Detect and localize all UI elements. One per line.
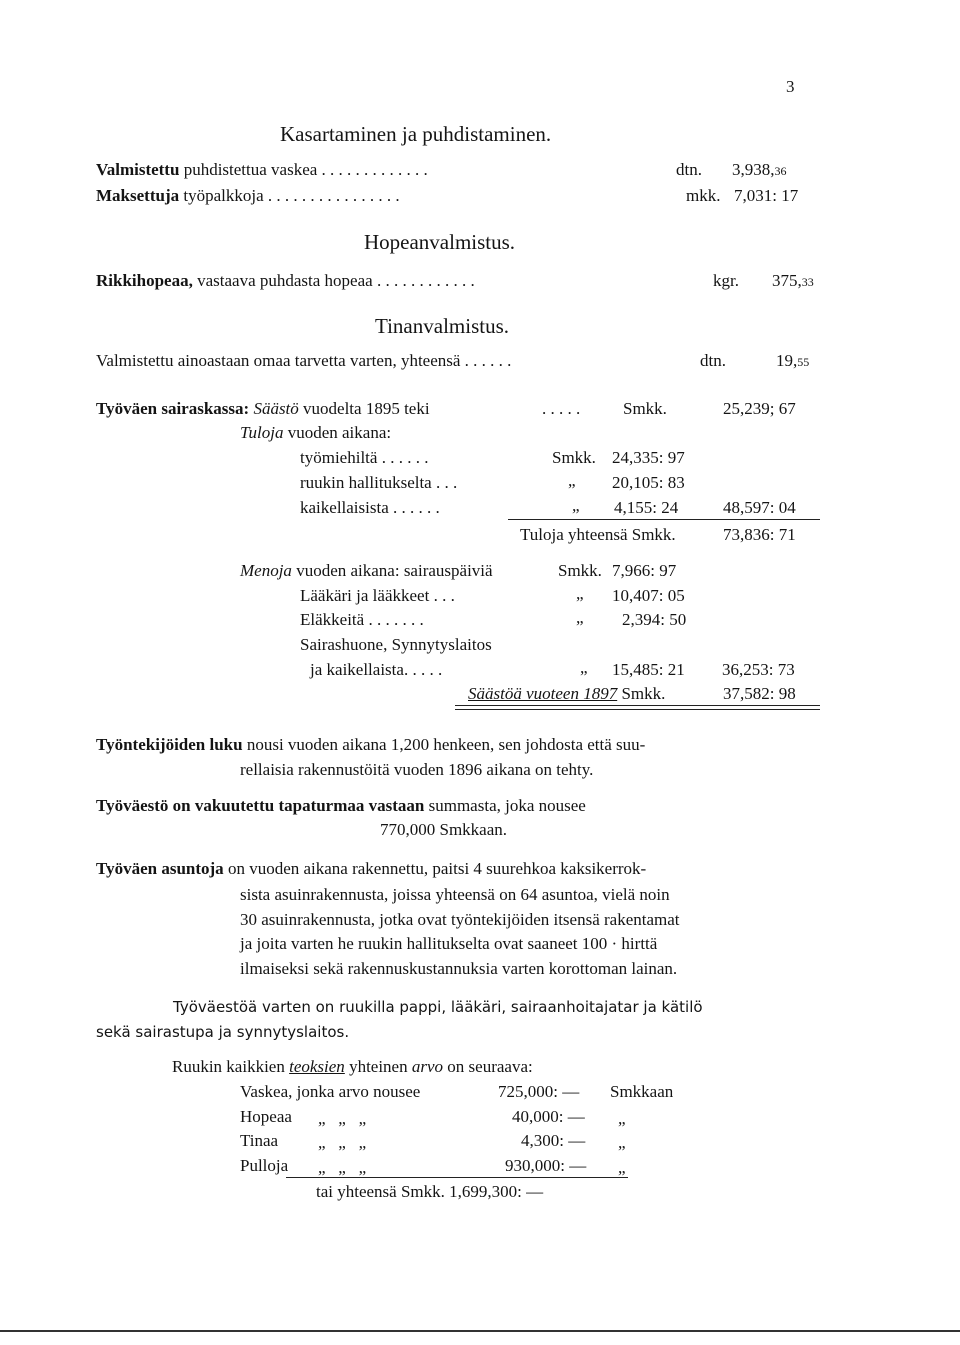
paragraph-line: rellaisia rakennustöitä vuoden 1896 aikana on tehty.: [240, 760, 594, 779]
row-label: työpalkkoja: [183, 186, 264, 205]
income-unit: „: [568, 471, 576, 490]
row-valmistettu-vaskea: [96, 161, 428, 178]
value-row-ditto: „ „ „: [318, 1158, 367, 1177]
row-unit: dtn.: [676, 160, 702, 179]
expense-unit: „: [576, 584, 584, 603]
income-value: 4,155: 24: [614, 498, 679, 517]
row-unit: mkk.: [686, 186, 721, 205]
row-rikkihopeaa: [96, 272, 475, 289]
expense-subtotal: 36,253: 73: [722, 660, 795, 679]
value-row-unit: Smkkaan: [610, 1082, 674, 1101]
row-maksettuja-tyopalkkoja: [96, 187, 400, 204]
expense-unit: „: [576, 608, 584, 627]
income-unit: „: [572, 496, 580, 515]
row-value: 375,33: [772, 271, 814, 290]
paragraph-line: 30 asuinrakennusta, jotka ovat työntekijöiden itsensä rakentamat: [240, 910, 680, 929]
leader-dots: . . . . . . . . . . . .: [376, 271, 475, 290]
sickfund-heading: Työväen sairaskassa:: [96, 399, 250, 418]
income-rule: [508, 519, 820, 520]
income-total-label: Tuloja yhteensä Smkk.: [520, 525, 676, 544]
value-row-value: 4,300: —: [521, 1131, 586, 1150]
value-row-unit: „: [618, 1109, 626, 1128]
expense-label: Lääkäri ja lääkkeet . . .: [300, 586, 455, 605]
expense-value: 7,966: 97: [612, 561, 677, 580]
row-unit: kgr.: [713, 271, 739, 290]
income-total-value: 73,836: 71: [723, 525, 796, 544]
saasto-end-label: Säästöä vuoteen 1897: [468, 684, 618, 703]
tuloja-label: vuoden aikana:: [287, 423, 392, 442]
value-row-label: Hopeaa: [240, 1107, 292, 1126]
expense-label: Eläkkeitä . . . . . . .: [300, 610, 424, 629]
value-row-label: Vaskea, jonka arvo nousee: [240, 1082, 421, 1101]
paragraph-line: sista asuinrakennusta, joissa yhteensä on 64 asuntoa, vielä noin: [240, 885, 670, 904]
expense-label: ja kaikellaista. . . . .: [310, 660, 443, 679]
bottom-rule: [0, 1330, 960, 1332]
paragraph-line: 770,000 Smkkaan.: [380, 820, 508, 839]
saasto-value: 25,239; 67: [723, 399, 796, 418]
leader-dots: . . . . . . . . . . . . . . . .: [267, 186, 400, 205]
value-total: tai yhteensä Smkk. 1,699,300: —: [316, 1182, 544, 1201]
paragraph-line: sekä sairastupa ja synnytyslaitos.: [96, 1023, 350, 1041]
paragraph-line: ja joita varten he ruukin hallitukselta ovat saaneet 100 · hirttä: [240, 934, 658, 953]
row-label-bold: Valmistettu: [96, 160, 180, 179]
income-unit: Smkk.: [552, 448, 596, 467]
row-label: puhdistettua vaskea: [183, 160, 318, 179]
tuloja-heading: [240, 424, 391, 441]
leader-dots: . . . . . .: [464, 351, 512, 370]
row-value: 19,55: [776, 351, 810, 370]
saasto-end-value: 37,582: 98: [723, 684, 796, 703]
saasto-end-row: [468, 685, 665, 702]
value-row-value: 930,000: —: [505, 1156, 587, 1175]
paragraph-vakuutettu: Työväestö on vakuutettu tapaturmaa vastaan summasta, joka nousee: [96, 796, 586, 815]
expense-unit: Smkk.: [558, 561, 602, 580]
row-value: 3,938,36: [732, 160, 787, 179]
saasto-end-rule: [455, 705, 820, 710]
section-title-hopeanvalmistus: Hopeanvalmistus.: [364, 230, 516, 254]
value-row-label: Pulloja: [240, 1156, 289, 1175]
row-label-bold: Maksettuja: [96, 186, 180, 205]
paragraph-tyontekijoiden-luku: Työntekijöiden luku nousi vuoden aikana 1,200 henkeen, sen johdosta että suu-: [96, 735, 646, 754]
expense-label: Sairashuone, Synnytyslaitos: [300, 635, 492, 654]
income-value: 24,335: 97: [612, 448, 685, 467]
income-label: kaikellaisista . . . . . .: [300, 498, 440, 517]
leader-dots: . . . . .: [542, 399, 581, 418]
expense-unit: „: [580, 658, 588, 677]
value-intro: Ruukin kaikkien teoksien yhteinen arvo on seuraava:: [172, 1057, 533, 1076]
expense-value: 2,394: 50: [622, 610, 687, 629]
saasto-unit: Smkk.: [623, 399, 667, 418]
income-label: työmiehiltä . . . . . .: [300, 448, 429, 467]
value-total-rule: [286, 1177, 628, 1178]
value-row-ditto: „ „ „: [318, 1133, 367, 1152]
page-number: 3: [786, 77, 795, 96]
leader-dots: . . . . . . . . . . . . .: [321, 160, 428, 179]
expense-value: 15,485: 21: [612, 660, 685, 679]
income-subtotal: 48,597: 04: [723, 498, 796, 517]
saasto-end-unit: Smkk.: [621, 684, 666, 703]
income-value: 20,105: 83: [612, 473, 685, 492]
value-row-label: Tinaa: [240, 1131, 279, 1150]
row-valmistettu-tina: [96, 352, 511, 369]
saasto-label: vuodelta 1895 teki: [303, 399, 430, 418]
menoja-heading: [240, 562, 493, 579]
section-title-kasartaminen: Kasartaminen ja puhdistaminen.: [280, 122, 552, 146]
value-row-ditto: „ „ „: [318, 1109, 367, 1128]
saasto-label-italic: Säästö: [253, 399, 299, 418]
row-label: vastaava puhdasta hopeaa: [197, 271, 373, 290]
paragraph-line: ilmaiseksi sekä rakennuskustannuksia varten korottoman lainan.: [240, 959, 678, 978]
paragraph-pappi: Työväestöä varten on ruukilla pappi, lääkäri, sairaanhoitajatar ja kätilö: [173, 998, 703, 1016]
row-unit: dtn.: [700, 351, 726, 370]
menoja-label-italic: Menoja: [240, 561, 292, 580]
paragraph-asuntoja: Työväen asuntoja on vuoden aikana rakennettu, paitsi 4 suurehkoa kaksikerrok-: [96, 859, 647, 878]
row-label-bold: Rikkihopeaa,: [96, 271, 193, 290]
value-row-unit: „: [618, 1133, 626, 1152]
sickfund-saasto-row: [96, 400, 430, 417]
expense-value: 10,407: 05: [612, 586, 685, 605]
value-row-value: 725,000: —: [498, 1082, 580, 1101]
row-value: 7,031: 17: [734, 186, 799, 205]
tuloja-label-italic: Tuloja: [240, 423, 284, 442]
income-label: ruukin hallitukselta . . .: [300, 473, 458, 492]
menoja-label: vuoden aikana: sairauspäiviä: [296, 561, 493, 580]
row-label: Valmistettu ainoastaan omaa tarvetta varten, yhteensä: [96, 351, 461, 370]
value-row-value: 40,000: —: [512, 1107, 585, 1126]
section-title-tinanvalmistus: Tinanvalmistus.: [375, 314, 509, 338]
value-row-unit: „: [618, 1158, 626, 1177]
